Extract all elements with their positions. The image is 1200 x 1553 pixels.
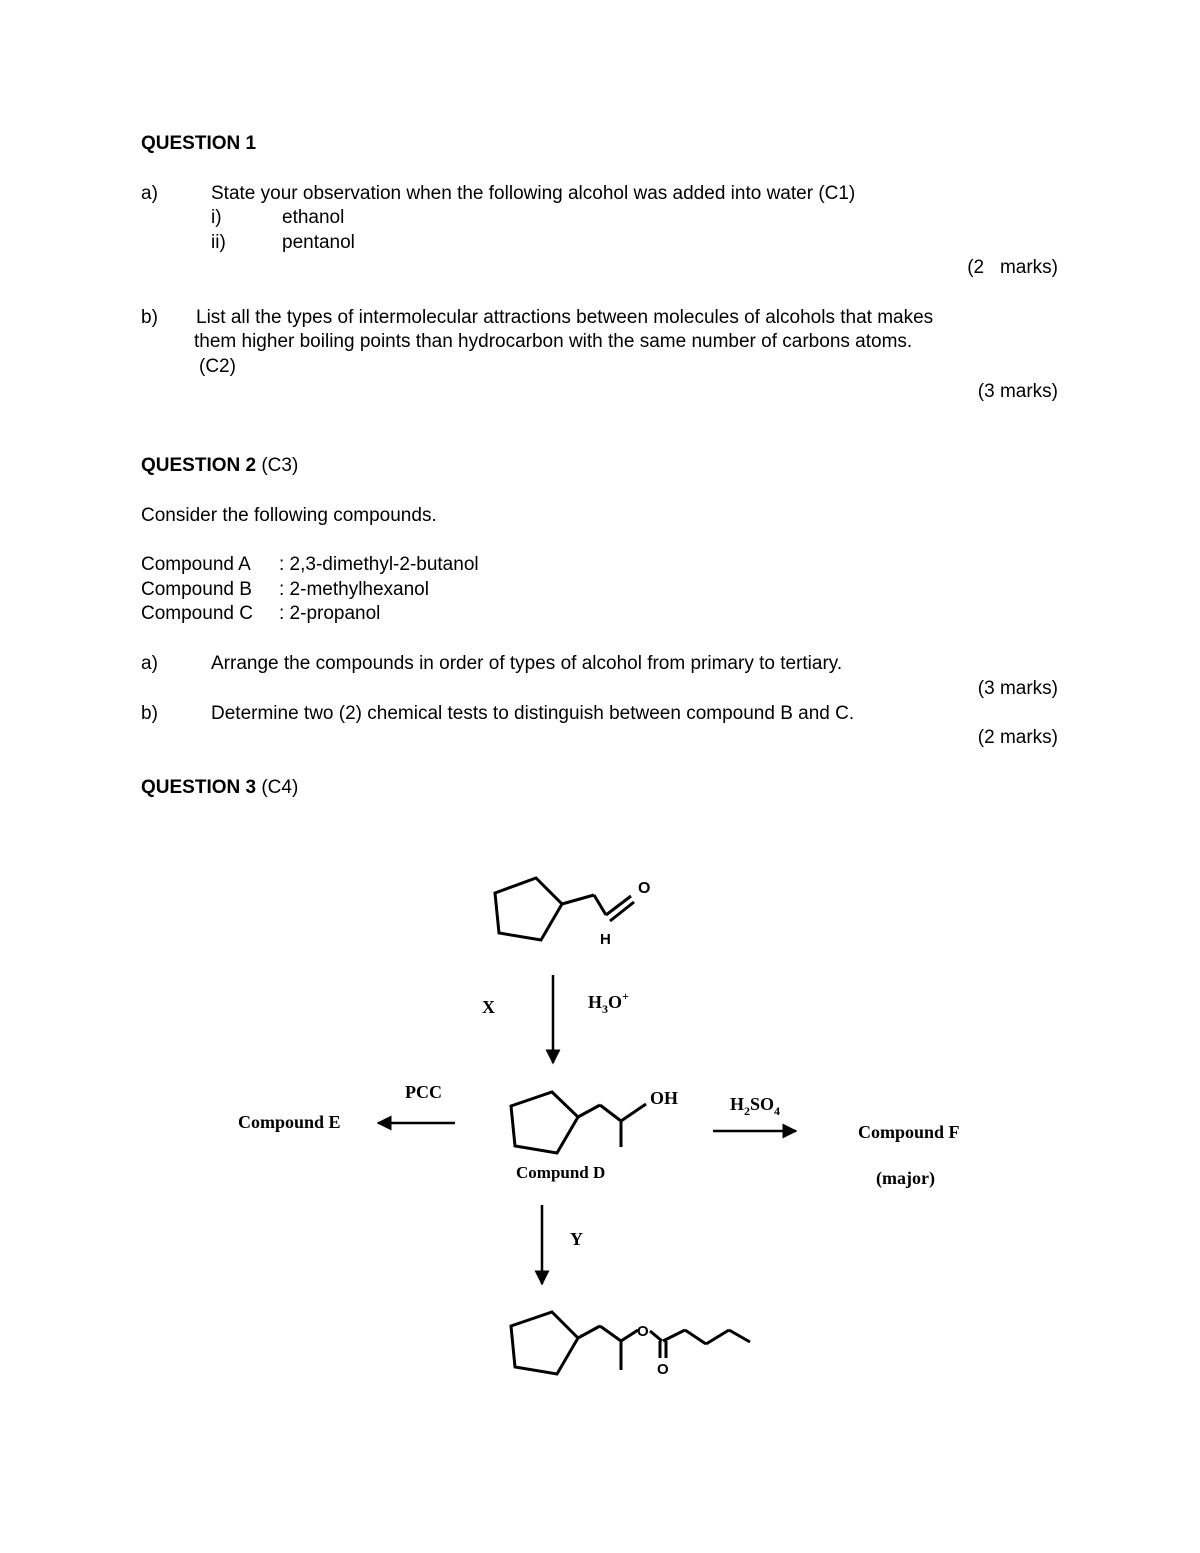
q1a-item-1-text: ethanol	[282, 207, 345, 228]
compound-a-value: : 2,3-dimethyl-2-butanol	[279, 554, 479, 575]
aldehyde-structure	[495, 878, 634, 940]
q2-intro: Consider the following compounds.	[141, 505, 437, 526]
compound-e-label: Compound E	[238, 1112, 341, 1132]
reagent-y-label: Y	[570, 1229, 583, 1249]
aldehyde-o-label: O	[638, 880, 651, 897]
q1b-line-3: (C2)	[199, 356, 236, 377]
ester-chain-3	[706, 1330, 729, 1344]
compound-f-major-label: (major)	[876, 1168, 935, 1188]
q1a-item-1-label: i)	[211, 207, 222, 228]
q2b-text: Determine two (2) chemical tests to distinguish between compound B and C.	[211, 703, 855, 724]
compound-f-label: Compound F	[858, 1122, 960, 1142]
q1a-item-2-label: ii)	[211, 232, 226, 253]
question-2-code: (C3)	[261, 455, 299, 476]
q2a-marks: (3 marks)	[977, 678, 1058, 699]
q1b-label: b)	[141, 307, 158, 328]
ester-o1-label: O	[637, 1323, 649, 1340]
aldehyde-carbonyl-2	[610, 902, 634, 921]
q1a-item-2-text: pentanol	[282, 232, 355, 253]
question-2-title: QUESTION 2	[141, 455, 257, 476]
q2a-label: a)	[141, 653, 158, 674]
q1a-text: State your observation when the following alcohol was added into water (C1)	[211, 183, 856, 204]
q1a-label: a)	[141, 183, 158, 204]
question-1-title: QUESTION 1	[141, 133, 257, 154]
reagent-h3o-label: $H_3O^+$	[588, 989, 629, 1016]
ester-chain-2	[685, 1330, 706, 1344]
q2a-text: Arrange the compounds in order of types of alcohol from primary to tertiary.	[211, 653, 843, 674]
h2so4-label: $H_2SO_4$	[730, 1094, 781, 1118]
aldehyde-h-label: H	[600, 931, 611, 948]
compound-d-oh-label: OH	[650, 1088, 679, 1108]
q2b-label: b)	[141, 703, 158, 724]
ester-chain-4	[729, 1330, 750, 1342]
question-3-code: (C4)	[261, 777, 299, 798]
compound-c-value: : 2-propanol	[279, 603, 381, 624]
question-3-title: QUESTION 3	[141, 777, 257, 798]
q1b-line-1: List all the types of intermolecular attractions between molecules of alcohols that makes	[196, 307, 934, 328]
compound-d-bond-oh	[621, 1104, 646, 1121]
compound-b-name: Compound B	[141, 579, 252, 600]
q2b-marks: (2 marks)	[977, 727, 1058, 748]
ester-bond-1	[578, 1326, 600, 1338]
pcc-label: PCC	[405, 1082, 442, 1102]
ester-bond-o-c	[650, 1331, 662, 1341]
ester-o2-label: O	[657, 1361, 669, 1378]
compound-d-structure	[511, 1092, 646, 1153]
compound-b-value: : 2-methylhexanol	[279, 579, 429, 600]
ester-bond-2	[600, 1326, 621, 1341]
compound-d-bond-2	[600, 1105, 621, 1121]
compound-d-ring	[511, 1092, 578, 1153]
compound-a-name: Compound A	[141, 554, 251, 575]
aldehyde-bond-2	[594, 895, 606, 915]
aldehyde-bond-1	[562, 895, 594, 904]
q1a-marks: (2 marks)	[967, 257, 1058, 278]
q1b-marks: (3 marks)	[977, 381, 1058, 402]
q1b-line-2: them higher boiling points than hydrocarbon with the same number of carbons atoms.	[194, 331, 913, 352]
compound-d-label: Compund D	[516, 1163, 606, 1182]
ester-bond-o	[621, 1330, 638, 1341]
ester-ring	[511, 1312, 578, 1374]
reagent-x-label: X	[482, 997, 495, 1017]
ester-structure	[511, 1312, 750, 1374]
compound-d-bond-1	[578, 1105, 600, 1117]
aldehyde-ring	[495, 878, 562, 940]
ester-chain-1	[663, 1330, 685, 1341]
compound-c-name: Compound C	[141, 603, 253, 624]
